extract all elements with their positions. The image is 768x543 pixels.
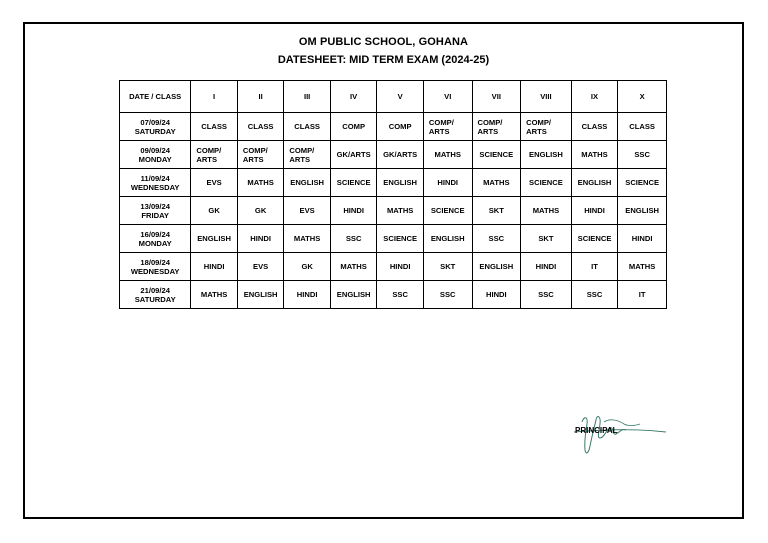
- subject-cell: HINDI: [191, 253, 238, 281]
- subject-cell: ENGLISH: [237, 281, 284, 309]
- subject-cell: IT: [618, 281, 667, 309]
- exam-day: WEDNESDAY: [130, 266, 180, 276]
- subject-cell: MATHS: [423, 141, 472, 169]
- subject-cell: COMP/ ARTS: [237, 141, 284, 169]
- subject-cell: CLASS: [237, 113, 284, 141]
- subject-cell: SSC: [423, 281, 472, 309]
- subject-cell: HINDI: [330, 197, 377, 225]
- subject-cell: IT: [571, 253, 618, 281]
- subject-cell: MATHS: [472, 169, 521, 197]
- subject-cell: GK: [284, 253, 331, 281]
- column-header-class: V: [377, 81, 424, 113]
- date-cell: [120, 225, 191, 253]
- exam-day: MONDAY: [138, 238, 172, 248]
- subject-cell: SCIENCE: [377, 225, 424, 253]
- subject-cell: EVS: [191, 169, 238, 197]
- subject-cell: EVS: [237, 253, 284, 281]
- table-row: [120, 113, 667, 141]
- subject-cell: MATHS: [377, 197, 424, 225]
- subject-cell: ENGLISH: [423, 225, 472, 253]
- school-name: OM PUBLIC SCHOOL, GOHANA: [298, 36, 469, 48]
- subject-cell: SCIENCE: [330, 169, 377, 197]
- subject-cell: MATHS: [521, 197, 572, 225]
- subject-cell: GK/ARTS: [330, 141, 377, 169]
- subject-cell: ENGLISH: [521, 141, 572, 169]
- subject-cell: GK: [237, 197, 284, 225]
- datesheet-table: [119, 80, 667, 309]
- subject-cell: MATHS: [571, 141, 618, 169]
- subject-cell: ENGLISH: [377, 169, 424, 197]
- subject-cell: MATHS: [237, 169, 284, 197]
- subject-cell: SCIENCE: [571, 225, 618, 253]
- exam-date: 07/09/24: [140, 117, 170, 127]
- subject-cell: HINDI: [472, 281, 521, 309]
- subject-cell: SCIENCE: [521, 169, 572, 197]
- subject-cell: SKT: [423, 253, 472, 281]
- subject-cell: ENGLISH: [618, 197, 667, 225]
- subject-cell: ENGLISH: [571, 169, 618, 197]
- subject-cell: ENGLISH: [472, 253, 521, 281]
- subject-cell: CLASS: [284, 113, 331, 141]
- column-header-class: II: [237, 81, 284, 113]
- column-header-class: X: [618, 81, 667, 113]
- subject-cell: COMP: [377, 113, 424, 141]
- subject-cell: SSC: [571, 281, 618, 309]
- column-header-class: VIII: [521, 81, 572, 113]
- exam-date: 21/09/24: [140, 285, 170, 295]
- table-row: [120, 141, 667, 169]
- date-cell: [120, 197, 191, 225]
- column-header-class: IX: [571, 81, 618, 113]
- table-row: [120, 197, 667, 225]
- exam-day: SATURDAY: [134, 126, 176, 136]
- subject-cell: COMP/ ARTS: [191, 141, 238, 169]
- subject-cell: SSC: [330, 225, 377, 253]
- date-cell: [120, 281, 191, 309]
- table-row: [120, 169, 667, 197]
- datesheet-page: [23, 22, 744, 519]
- column-header-class: VII: [472, 81, 521, 113]
- date-cell: [120, 113, 191, 141]
- subject-cell: HINDI: [521, 253, 572, 281]
- subject-cell: HINDI: [571, 197, 618, 225]
- subject-cell: SKT: [521, 225, 572, 253]
- subject-cell: SSC: [521, 281, 572, 309]
- exam-date: 13/09/24: [140, 201, 170, 211]
- subject-cell: CLASS: [571, 113, 618, 141]
- subject-cell: COMP/ ARTS: [284, 141, 331, 169]
- subject-cell: HINDI: [377, 253, 424, 281]
- column-header-class: III: [284, 81, 331, 113]
- header-row: [120, 81, 667, 113]
- subject-cell: ENGLISH: [191, 225, 238, 253]
- exam-day: WEDNESDAY: [130, 182, 180, 192]
- subject-cell: CLASS: [191, 113, 238, 141]
- date-cell: [120, 169, 191, 197]
- subject-cell: SCIENCE: [618, 169, 667, 197]
- table-row: [120, 253, 667, 281]
- date-cell: [120, 253, 191, 281]
- subject-cell: ENGLISH: [330, 281, 377, 309]
- column-header-date-class: DATE / CLASS: [120, 81, 191, 113]
- column-header-class: I: [191, 81, 238, 113]
- exam-day: FRIDAY: [141, 210, 169, 220]
- subject-cell: SSC: [618, 141, 667, 169]
- subject-cell: MATHS: [191, 281, 238, 309]
- subject-cell: SSC: [472, 225, 521, 253]
- subject-cell: SCIENCE: [423, 197, 472, 225]
- subject-cell: MATHS: [284, 225, 331, 253]
- subject-cell: SSC: [377, 281, 424, 309]
- subject-cell: HINDI: [618, 225, 667, 253]
- subject-cell: COMP/ ARTS: [423, 113, 472, 141]
- exam-date: 18/09/24: [140, 257, 170, 267]
- exam-day: MONDAY: [138, 154, 172, 164]
- exam-day: SATURDAY: [134, 294, 176, 304]
- principal-label: PRINCIPAL: [575, 426, 618, 435]
- table-row: [120, 225, 667, 253]
- subject-cell: COMP/ ARTS: [521, 113, 572, 141]
- subject-cell: GK/ARTS: [377, 141, 424, 169]
- exam-date: 09/09/24: [140, 145, 170, 155]
- subject-cell: HINDI: [237, 225, 284, 253]
- column-header-class: IV: [330, 81, 377, 113]
- exam-date: 11/09/24: [140, 173, 170, 183]
- date-cell: [120, 141, 191, 169]
- subject-cell: HINDI: [284, 281, 331, 309]
- subject-cell: ENGLISH: [284, 169, 331, 197]
- table-body: [120, 113, 667, 309]
- subject-cell: GK: [191, 197, 238, 225]
- subject-cell: HINDI: [423, 169, 472, 197]
- column-header-class: VI: [423, 81, 472, 113]
- table-row: [120, 281, 667, 309]
- subject-cell: COMP: [330, 113, 377, 141]
- subject-cell: CLASS: [618, 113, 667, 141]
- subject-cell: EVS: [284, 197, 331, 225]
- datesheet-title: DATESHEET: MID TERM EXAM (2024-25): [277, 54, 490, 66]
- subject-cell: SCIENCE: [472, 141, 521, 169]
- subject-cell: MATHS: [618, 253, 667, 281]
- subject-cell: SKT: [472, 197, 521, 225]
- subject-cell: MATHS: [330, 253, 377, 281]
- subject-cell: COMP/ ARTS: [472, 113, 521, 141]
- exam-date: 16/09/24: [140, 229, 170, 239]
